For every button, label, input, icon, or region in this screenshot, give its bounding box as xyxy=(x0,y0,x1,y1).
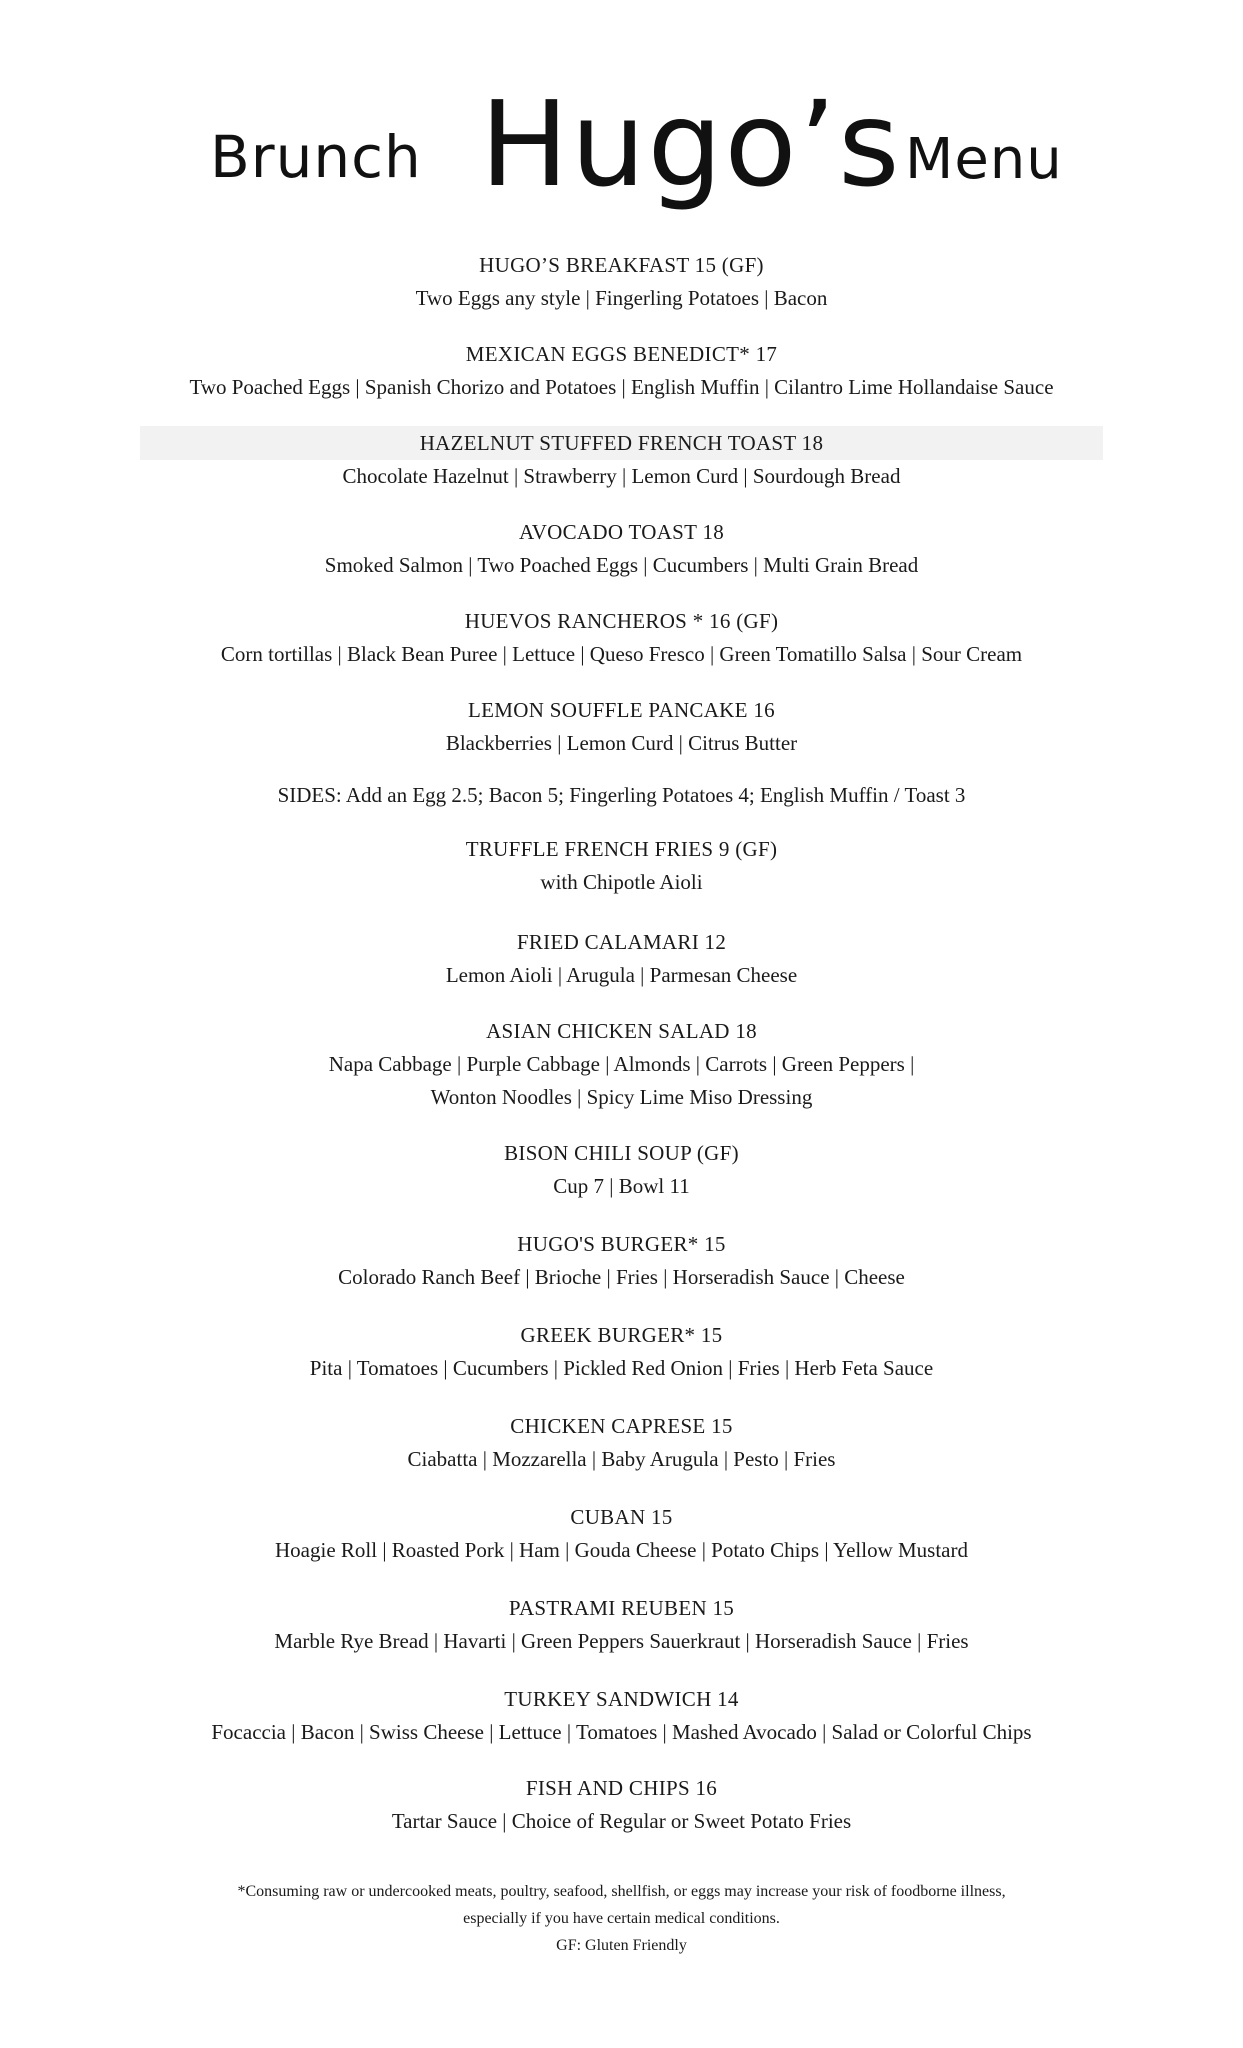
menu-item xyxy=(140,1500,1103,1567)
item-name: FISH AND CHIPS 16 xyxy=(525,1776,718,1800)
menu-item xyxy=(140,1136,1103,1203)
item-description: Two Poached Eggs | Spanish Chorizo and Potatoes | English Muffin | Cilantro Lime Hollandaise Sauce xyxy=(189,375,1054,399)
menu-item xyxy=(140,1227,1103,1294)
item-name: LEMON SOUFFLE PANCAKE 16 xyxy=(468,698,775,722)
item-description: Corn tortillas | Black Bean Puree | Lettuce | Queso Fresco | Green Tomatillo Salsa | Sour Cream xyxy=(220,642,1023,666)
item-name: TURKEY SANDWICH 14 xyxy=(504,1687,739,1711)
item-description: Blackberries | Lemon Curd | Citrus Butter xyxy=(445,731,798,755)
menu-item xyxy=(140,1014,1103,1114)
item-description: Napa Cabbage | Purple Cabbage | Almonds | Carrots | Green Peppers | xyxy=(328,1052,915,1076)
item-description: Pita | Tomatoes | Cucumbers | Pickled Red Onion | Fries | Herb Feta Sauce xyxy=(309,1356,934,1380)
item-name: PASTRAMI REUBEN 15 xyxy=(508,1596,735,1620)
item-description: Lemon Aioli | Arugula | Parmesan Cheese xyxy=(445,963,798,987)
item-description: Cup 7 | Bowl 11 xyxy=(553,1174,690,1198)
menu-heading: Menu xyxy=(905,127,1063,192)
menu-item xyxy=(140,693,1103,760)
item-name: TRUFFLE FRENCH FRIES 9 (GF) xyxy=(465,837,778,861)
menu-item xyxy=(140,832,1103,899)
item-name: HUGO’S BREAKFAST 15 (GF) xyxy=(479,253,764,277)
food-safety-warning-continued: especially if you have certain medical conditions. xyxy=(463,1910,780,1927)
restaurant-title: Hugo’s xyxy=(480,75,902,213)
menu-item xyxy=(140,1591,1103,1658)
menu-header xyxy=(0,0,1243,230)
item-name: HUEVOS RANCHEROS * 16 (GF) xyxy=(464,609,779,633)
item-description: Colorado Ranch Beef | Brioche | Fries | Horseradish Sauce | Cheese xyxy=(338,1265,905,1289)
item-name: ASIAN CHICKEN SALAD 18 xyxy=(486,1019,757,1043)
item-name: MEXICAN EGGS BENEDICT* 17 xyxy=(465,342,778,366)
item-description: with Chipotle Aioli xyxy=(540,870,703,894)
item-name: CUBAN 15 xyxy=(570,1505,673,1529)
item-description: Chocolate Hazelnut | Strawberry | Lemon Curd | Sourdough Bread xyxy=(342,464,901,488)
menu-item xyxy=(140,925,1103,992)
menu-item xyxy=(140,337,1103,404)
menu-item xyxy=(140,248,1103,315)
brunch-heading: Brunch xyxy=(210,123,422,191)
gluten-friendly-note: GF: Gluten Friendly xyxy=(556,1937,687,1954)
sides-line: SIDES: Add an Egg 2.5; Bacon 5; Fingerling Potatoes 4; English Muffin / Toast 3 xyxy=(277,783,966,807)
item-name: HUGO'S BURGER* 15 xyxy=(517,1232,726,1256)
item-description: Smoked Salmon | Two Poached Eggs | Cucumbers | Multi Grain Bread xyxy=(324,553,919,577)
menu-item xyxy=(140,1682,1103,1749)
item-description: Ciabatta | Mozzarella | Baby Arugula | Pesto | Fries xyxy=(407,1447,836,1471)
menu-item xyxy=(140,426,1103,493)
menu-footer xyxy=(140,1878,1103,1959)
menu-item xyxy=(140,1409,1103,1476)
item-name: FRIED CALAMARI 12 xyxy=(516,930,727,954)
item-description: Hoagie Roll | Roasted Pork | Ham | Gouda Cheese | Potato Chips | Yellow Mustard xyxy=(275,1538,968,1562)
menu-item xyxy=(140,515,1103,582)
item-description: Focaccia | Bacon | Swiss Cheese | Lettuce | Tomatoes | Mashed Avocado | Salad or Colorful Chips xyxy=(211,1720,1032,1744)
menu-item xyxy=(140,1771,1103,1838)
item-name: BISON CHILI SOUP (GF) xyxy=(504,1141,739,1165)
item-description: Two Eggs any style | Fingerling Potatoes | Bacon xyxy=(415,286,828,310)
menu-items xyxy=(140,248,1103,1838)
item-name: HAZELNUT STUFFED FRENCH TOAST 18 xyxy=(140,426,1103,460)
item-name: AVOCADO TOAST 18 xyxy=(518,520,725,544)
item-name: CHICKEN CAPRESE 15 xyxy=(510,1414,733,1438)
menu-item xyxy=(140,604,1103,671)
food-safety-warning: *Consuming raw or undercooked meats, poultry, seafood, shellfish, or eggs may increase your risk of foodborne illness, xyxy=(237,1883,1006,1900)
item-description: Marble Rye Bread | Havarti | Green Peppers Sauerkraut | Horseradish Sauce | Fries xyxy=(274,1629,969,1653)
menu-item xyxy=(140,1318,1103,1385)
item-description: Wonton Noodles | Spicy Lime Miso Dressing xyxy=(430,1085,813,1109)
item-description: Tartar Sauce | Choice of Regular or Sweet Potato Fries xyxy=(391,1809,852,1833)
item-name: GREEK BURGER* 15 xyxy=(520,1323,723,1347)
